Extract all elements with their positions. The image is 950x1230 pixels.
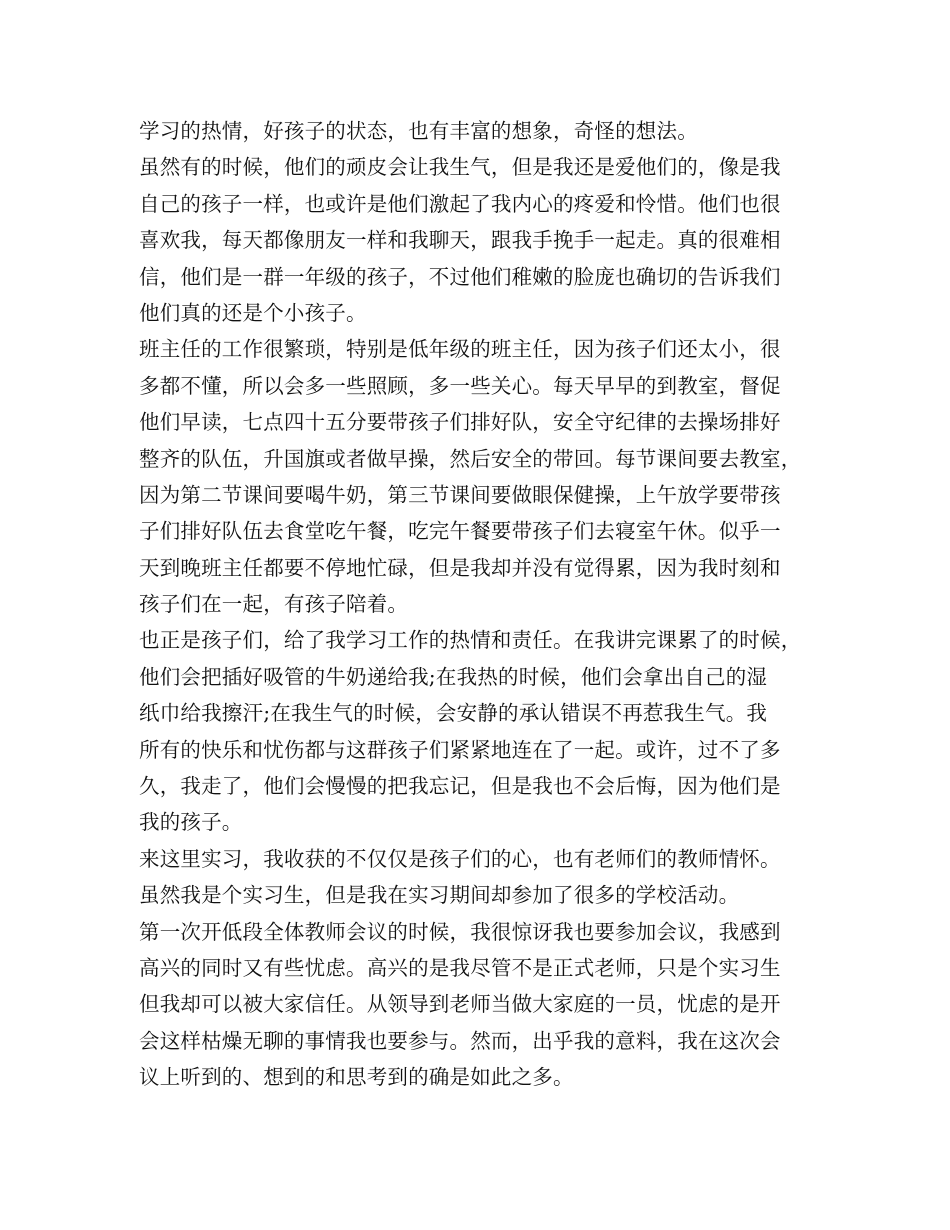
text-line: 孩子们在一起，有孩子陪着。 — [139, 592, 409, 617]
text-line: 来这里实习，我收获的不仅仅是孩子们的心，也有老师们的教师情怀。 — [139, 846, 781, 871]
text-line: 整齐的队伍，升国旗或者做早操，然后安全的带回。每节课间要去教室， — [139, 446, 802, 471]
text-line: 天到晚班主任都要不停地忙碌，但是我却并没有觉得累，因为我时刻和 — [139, 555, 781, 580]
text-line: 学习的热情，好孩子的状态，也有丰富的想象，奇怪的想法。 — [139, 119, 698, 143]
text-line: 多都不懂，所以会多一些照顾，多一些关心。每天早早的到教室，督促 — [139, 373, 781, 398]
text-line: 所有的快乐和忧伤都与这群孩子们紧紧地连在了一起。或许，过不了多 — [139, 737, 781, 762]
text-line: 虽然我是个实习生，但是我在实习期间却参加了很多的学校活动。 — [139, 883, 740, 908]
text-line: 子们排好队伍去食堂吃午餐，吃完午餐要带孩子们去寝室午休。似乎一 — [139, 519, 781, 544]
text-line: 自己的孩子一样，也或许是他们激起了我内心的疼爱和怜惜。他们也很 — [139, 191, 781, 216]
text-line: 他们真的还是个小孩子。 — [139, 300, 367, 325]
text-line: 会这样枯燥无聊的事情我也要参与。然而，出乎我的意料，我在这次会 — [139, 1028, 781, 1053]
text-line: 喜欢我，每天都像朋友一样和我聊天，跟我手挽手一起走。真的很难相 — [139, 228, 781, 253]
text-line: 高兴的同时又有些忧虑。高兴的是我尽管不是正式老师，只是个实习生 — [139, 955, 781, 980]
text-line: 久，我走了，他们会慢慢的把我忘记，但是我也不会后悔，因为他们是 — [139, 774, 781, 799]
text-line: 他们早读，七点四十五分要带孩子们排好队，安全守纪律的去操场排好 — [139, 410, 781, 435]
text-line: 议上听到的、想到的和思考到的确是如此之多。 — [139, 1065, 574, 1090]
text-line: 第一次开低段全体教师会议的时候，我很惊讶我也要参加会议，我感到 — [139, 919, 781, 944]
text-line: 因为第二节课间要喝牛奶，第三节课间要做眼保健操，上午放学要带孩 — [139, 482, 781, 507]
text-line: 班主任的工作很繁琐，特别是低年级的班主任，因为孩子们还太小，很 — [139, 337, 781, 362]
text-line: 但我却可以被大家信任。从领导到老师当做大家庭的一员，忧虑的是开 — [139, 992, 781, 1017]
text-line: 也正是孩子们，给了我学习工作的热情和责任。在我讲完课累了的时候， — [139, 628, 802, 653]
text-line: 纸巾给我擦汗;在我生气的时候，会安静的承认错误不再惹我生气。我 — [139, 701, 768, 726]
text-line: 他们会把插好吸管的牛奶递给我;在我热的时候，他们会拿出自己的湿 — [139, 664, 768, 689]
document-body — [139, 113, 829, 1096]
text-line: 虽然有的时候，他们的顽皮会让我生气，但是我还是爱他们的，像是我 — [139, 155, 781, 180]
text-line: 信，他们是一群一年级的孩子，不过他们稚嫩的脸庞也确切的告诉我们 — [139, 264, 781, 289]
text-line: 我的孩子。 — [139, 810, 243, 835]
